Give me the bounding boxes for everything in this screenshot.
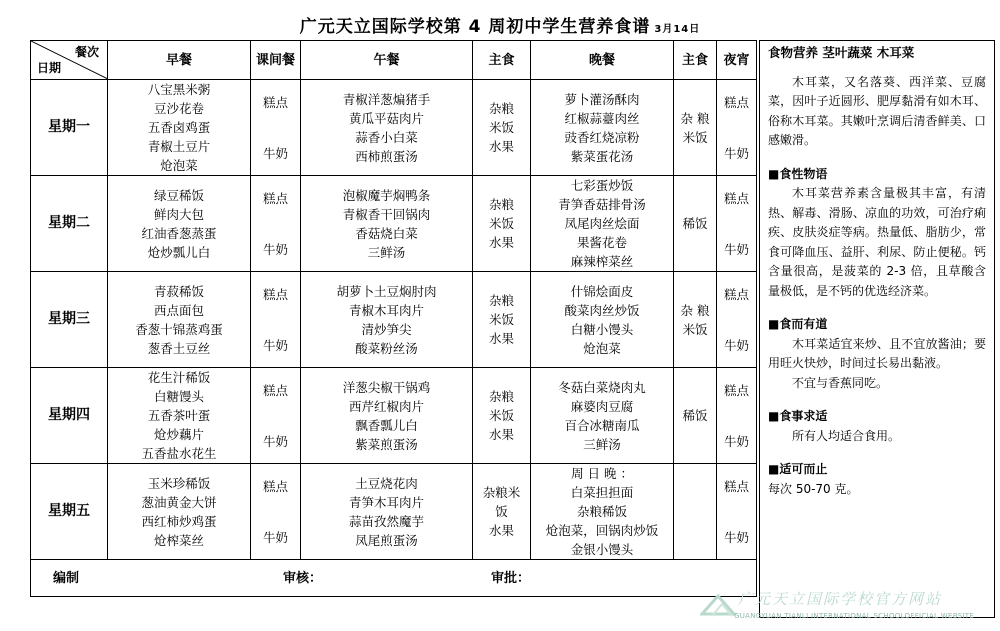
night-snack-cell-item: 糕点 [723, 382, 749, 398]
day-label: 星期四 [31, 368, 108, 464]
dinner-cell-item: 麻婆肉豆腐 [570, 398, 634, 414]
section-title-moderation: ■ 适可而止 [768, 460, 986, 480]
title-text: 广元天立国际学校第 4 周初中学生营养食谱 [299, 17, 651, 37]
dinner-cell-item: 麻辣榨菜丝 [570, 254, 634, 269]
night-snack-cell [717, 368, 757, 464]
col-night-snack: 夜宵 [717, 41, 757, 80]
lunch-cell-item: 胡萝卜土豆焖肘肉 [336, 283, 437, 299]
staple-lunch-cell [473, 368, 531, 464]
dinner-cell-item: 红椒蒜薹肉丝 [564, 110, 640, 126]
col-breakfast: 早餐 [108, 41, 251, 80]
lunch-cell-item: 土豆烧花肉 [355, 475, 418, 491]
staple-lunch-cell [473, 464, 531, 560]
day-row [31, 272, 757, 368]
staple-lunch-cell-item: 水果 [488, 523, 514, 538]
night-snack-cell-item: 牛奶 [723, 433, 749, 449]
menu-table [30, 40, 757, 597]
dinner-cell-item: 白糖小馒头 [570, 321, 634, 337]
sidebar-heading: 食物营养 茎叶蔬菜 木耳菜 [768, 45, 915, 60]
night-snack-cell [717, 176, 757, 272]
day-label: 星期二 [31, 176, 108, 272]
dinner-cell [531, 176, 674, 272]
staple-dinner-cell [674, 272, 717, 368]
staple-dinner-cell-item: 杂 粮 [680, 302, 710, 318]
lunch-cell-item: 泡椒魔芋焖鸭条 [342, 187, 431, 203]
lunch-cell-item: 酸菜粉丝汤 [355, 340, 418, 356]
staple-dinner-cell-item: 稀饭 [682, 408, 708, 423]
staple-lunch-cell-item: 杂粮 [488, 389, 514, 404]
lunch-cell-item: 清炒笋尖 [361, 321, 412, 337]
lunch-cell-item: 香菇烧白菜 [355, 225, 418, 241]
dinner-cell-item: 萝卜灌汤酥肉 [564, 91, 640, 107]
breakfast-cell-item: 五香茶叶蛋 [147, 408, 211, 423]
lunch-cell-item: 青笋木耳肉片 [348, 494, 424, 510]
snack-cell-item: 糕点 [262, 478, 288, 494]
lunch-cell-item: 洋葱尖椒干锅鸡 [342, 379, 431, 395]
breakfast-cell-item: 炝泡菜 [160, 158, 198, 173]
staple-dinner-cell [674, 368, 717, 464]
breakfast-cell [108, 368, 251, 464]
lunch-cell-item: 紫菜煎蛋汤 [355, 436, 418, 452]
staple-lunch-cell-item: 米饭 [488, 312, 514, 327]
dinner-cell-item: 三鲜汤 [583, 436, 621, 452]
col-dinner: 晚餐 [531, 41, 674, 80]
day-label: 星期三 [31, 272, 108, 368]
night-snack-cell-item: 糕点 [723, 478, 749, 494]
breakfast-cell [108, 272, 251, 368]
col-staple-dinner: 主食 [674, 41, 717, 80]
staple-lunch-cell-item: 饭 [495, 504, 508, 519]
lunch-cell-item: 飘香瓢儿白 [355, 417, 418, 433]
staple-lunch-cell-item: 杂粮 [488, 101, 514, 116]
lunch-cell-item: 凤尾煎蛋汤 [355, 532, 418, 548]
night-snack-cell [717, 80, 757, 176]
breakfast-cell-item: 玉米珍稀饭 [147, 475, 211, 491]
snack-cell-item: 牛奶 [262, 145, 288, 161]
staple-dinner-cell [674, 464, 717, 560]
section-text-cooking-note: 不宜与香蕉同吃。 [792, 375, 889, 390]
snack-cell-item: 糕点 [262, 190, 288, 206]
breakfast-cell [108, 80, 251, 176]
breakfast-cell-item: 青菽稀饭 [153, 283, 204, 299]
dinner-cell [531, 80, 674, 176]
sidebar-intro: 木耳菜，又名落葵、西洋菜、豆腐菜，因叶子近圆形、肥厚黏滑有如木耳、俗称木耳菜。其嫩叶烹调后清香鲜美、口感嫩滑。 [768, 74, 986, 147]
staple-lunch-cell-item: 米饭 [488, 216, 514, 231]
dinner-cell-item: 紫菜蛋花汤 [570, 148, 634, 164]
staple-dinner-cell [674, 80, 717, 176]
breakfast-cell [108, 176, 251, 272]
nutrition-sidebar [759, 40, 995, 618]
staple-lunch-cell-item: 水果 [488, 427, 514, 442]
lunch-cell-item: 西柿煎蛋汤 [355, 148, 418, 164]
dinner-cell-item: 杂粮稀饭 [576, 504, 627, 519]
night-snack-cell-item: 糕点 [723, 286, 749, 302]
col-snack: 课间餐 [251, 41, 301, 80]
breakfast-cell-item: 西点面包 [153, 302, 204, 318]
section-title-food-words: ■ 食性物语 [768, 165, 986, 185]
breakfast-cell-item: 炝炒藕片 [153, 427, 204, 442]
dinner-cell-item: 凤尾肉丝烩面 [564, 216, 640, 231]
section-text-moderation: 每次 50-70 克。 [768, 481, 859, 496]
corner-meal-label: 餐次 [74, 45, 99, 59]
dinner-cell-item: 青笋香菇排骨汤 [558, 197, 646, 212]
header-row [31, 41, 757, 80]
section-text-food-words: 木耳菜营养素含量极其丰富，有清热、解毒、滑肠、凉血的功效，可治疗痢疾、皮肤炎症等病。热量低、脂肪少，常食可降血压、益肝、利尿、防止便秘。钙含量很高，是菠菜的 2-3 倍，且草酸含量极低，是不钙的优选经济菜。 [768, 186, 986, 298]
lunch-cell-item: 青椒木耳肉片 [348, 302, 424, 318]
watermark-subtext: GUANGYUAN TIANLI INTERNATIONAL SCHOOLOFFICIAL WEBSITE [734, 612, 975, 620]
staple-dinner-cell-item: 米饭 [682, 129, 708, 145]
breakfast-cell-item: 绿豆稀饭 [153, 187, 204, 203]
breakfast-cell-item: 炝炒瓢儿白 [147, 244, 211, 260]
dinner-cell-item: 百合冰糖南瓜 [564, 417, 640, 433]
night-snack-cell-item: 牛奶 [723, 145, 749, 161]
breakfast-cell [108, 464, 251, 560]
lunch-cell-item: 蒜香小白菜 [355, 129, 418, 145]
breakfast-cell-item: 香葱十锦蒸鸡蛋 [135, 321, 223, 337]
col-staple-lunch: 主食 [473, 41, 531, 80]
breakfast-cell-item: 五香盐水花生 [141, 446, 217, 461]
day-row [31, 368, 757, 464]
footer-row [31, 560, 757, 597]
lunch-cell [301, 80, 473, 176]
day-row [31, 80, 757, 176]
breakfast-cell-item: 炝榨菜丝 [153, 532, 204, 548]
dinner-cell-item: 七彩蛋炒饭 [570, 178, 634, 193]
breakfast-cell-item: 葱香土豆丝 [147, 340, 211, 356]
lunch-cell [301, 272, 473, 368]
lunch-cell-item: 蒜苗孜然魔芋 [348, 513, 424, 529]
snack-cell-item: 牛奶 [262, 241, 288, 257]
corner-cell [31, 41, 108, 80]
snack-cell-item: 牛奶 [262, 529, 288, 545]
watermark-text: 广元天立国际学校官方网站 [738, 590, 943, 608]
night-snack-cell-item: 牛奶 [723, 337, 749, 353]
staple-lunch-cell-item: 杂粮米 [482, 485, 521, 500]
breakfast-cell-item: 白糖馒头 [153, 389, 204, 404]
dinner-cell [531, 464, 674, 560]
staple-lunch-cell [473, 272, 531, 368]
dinner-cell-item: 炝泡菜 [583, 340, 621, 356]
snack-cell-item: 牛奶 [262, 433, 288, 449]
lunch-cell-item: 西芹红椒肉片 [348, 398, 424, 414]
dinner-cell-item: 白菜担担面 [570, 485, 634, 500]
day-row [31, 176, 757, 272]
staple-lunch-cell-item: 杂粮 [488, 197, 514, 212]
snack-cell [251, 176, 301, 272]
snack-cell-item: 糕点 [262, 382, 288, 398]
snack-cell-item: 糕点 [262, 286, 288, 302]
lunch-cell-item: 三鲜汤 [367, 244, 406, 260]
staple-lunch-cell-item: 水果 [488, 331, 514, 346]
staple-dinner-cell-item: 稀饭 [682, 216, 708, 231]
section-text-suitable: 所有人均适合食用。 [792, 428, 901, 443]
staple-dinner-cell-item: 杂 粮 [680, 110, 710, 126]
day-row [31, 464, 757, 560]
staple-lunch-cell-item: 水果 [488, 235, 514, 250]
staple-lunch-cell [473, 80, 531, 176]
breakfast-cell-item: 红油香葱蒸蛋 [141, 225, 217, 241]
staple-dinner-cell-item: 米饭 [682, 321, 708, 337]
staple-lunch-cell [473, 176, 531, 272]
night-snack-cell [717, 464, 757, 560]
breakfast-cell-item: 青椒土豆片 [147, 139, 211, 154]
section-title-cooking: ■ 食而有道 [768, 315, 986, 335]
staple-lunch-cell-item: 米饭 [488, 408, 514, 423]
breakfast-cell-item: 五香卤鸡蛋 [147, 120, 211, 135]
dinner-cell-item: 金银小馒头 [570, 542, 634, 557]
section-text-cooking: 木耳菜适宜来炒、且不宜放酱油；要用旺火快炒，时间过长易出黏液。 [768, 336, 986, 370]
staple-dinner-cell [674, 176, 717, 272]
dinner-cell-item: 果酱花卷 [576, 235, 627, 250]
breakfast-cell-item: 西红柿炒鸡蛋 [141, 513, 217, 529]
snack-cell [251, 368, 301, 464]
dinner-cell-item: 酸菜肉丝炒饭 [564, 302, 640, 318]
day-label: 星期五 [31, 464, 108, 560]
lunch-cell-item: 黄瓜平菇肉片 [348, 110, 424, 126]
snack-cell-item: 糕点 [262, 94, 288, 110]
dinner-cell-item: 什锦烩面皮 [570, 283, 634, 299]
night-snack-cell-item: 糕点 [723, 94, 749, 110]
dinner-cell-item: 豉香红烧凉粉 [564, 129, 640, 145]
snack-cell [251, 272, 301, 368]
dinner-cell-item: 冬菇白菜烧肉丸 [558, 379, 646, 395]
snack-cell-item: 牛奶 [262, 337, 288, 353]
night-snack-cell [717, 272, 757, 368]
dinner-cell-item: 周 日 晚 ： [571, 466, 633, 481]
snack-cell [251, 464, 301, 560]
footer-approve: 审批： [491, 570, 531, 586]
lunch-cell-item: 青椒洋葱煸猪手 [342, 91, 431, 107]
staple-lunch-cell-item: 米饭 [488, 120, 514, 135]
page-title [0, 12, 1000, 37]
col-lunch: 午餐 [301, 41, 473, 80]
dinner-cell-item: 炝泡菜，回锅肉炒饭 [545, 523, 659, 538]
lunch-cell-item: 青椒香干回锅肉 [342, 206, 431, 222]
corner-date-label: 日期 [37, 61, 62, 75]
night-snack-cell-item: 牛奶 [723, 529, 749, 545]
day-label: 星期一 [31, 80, 108, 176]
night-snack-cell-item: 牛奶 [723, 241, 749, 257]
snack-cell [251, 80, 301, 176]
staple-lunch-cell-item: 水果 [488, 139, 514, 154]
footer-compile: 编制 [53, 570, 80, 586]
dinner-cell [531, 272, 674, 368]
section-title-suitable: ■ 食事求适 [768, 407, 986, 427]
staple-lunch-cell-item: 杂粮 [488, 293, 514, 308]
footer-review: 审核： [283, 570, 323, 586]
breakfast-cell-item: 花生汁稀饭 [147, 370, 211, 385]
breakfast-cell-item: 豆沙花卷 [153, 101, 204, 116]
breakfast-cell-item: 葱油黄金大饼 [141, 494, 217, 510]
lunch-cell [301, 176, 473, 272]
breakfast-cell-item: 八宝黑米粥 [147, 82, 211, 97]
dinner-cell [531, 368, 674, 464]
lunch-cell [301, 368, 473, 464]
title-date: 3月14日 [654, 24, 701, 35]
night-snack-cell-item: 糕点 [723, 190, 749, 206]
breakfast-cell-item: 鲜肉大包 [153, 206, 204, 222]
lunch-cell [301, 464, 473, 560]
